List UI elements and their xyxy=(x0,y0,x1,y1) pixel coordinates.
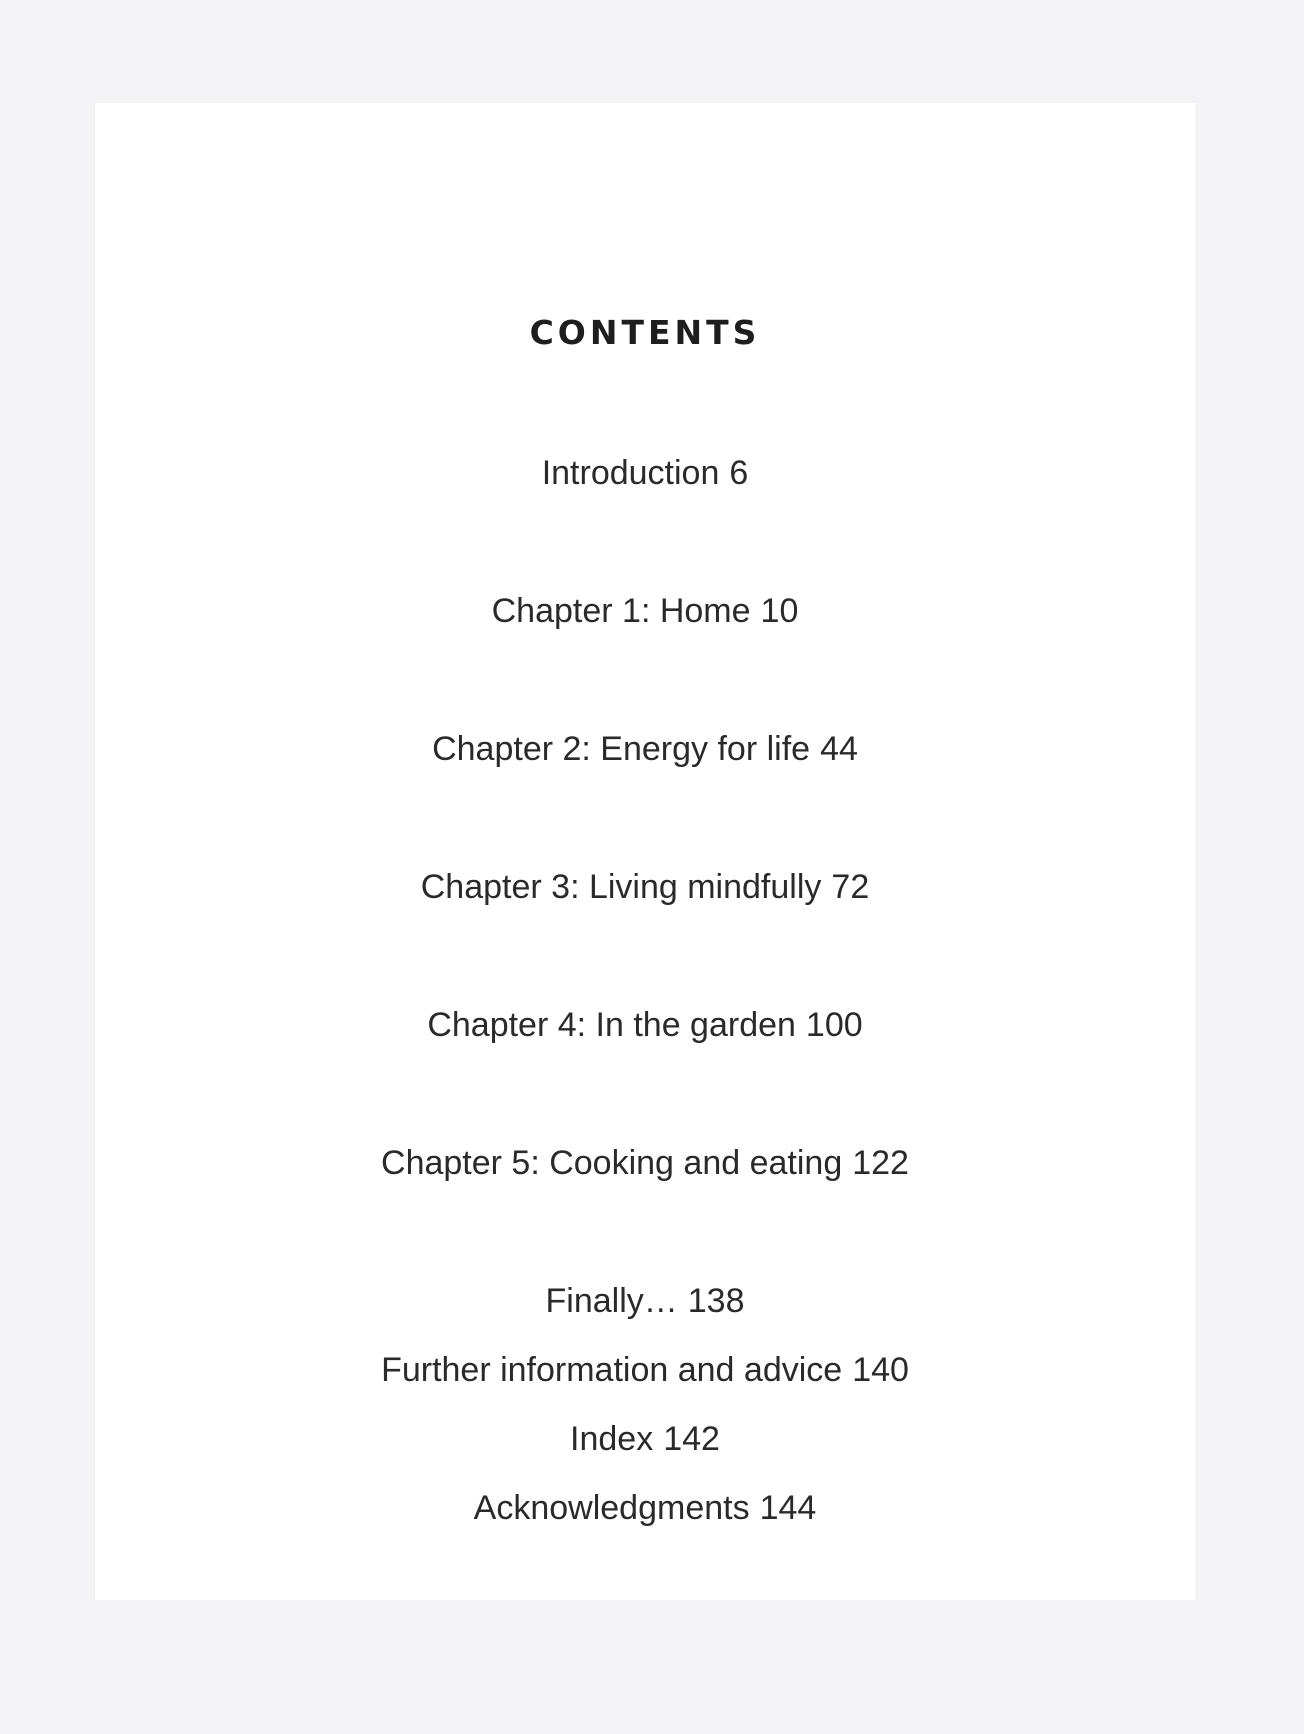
toc-entry-label: Chapter 4: In the garden xyxy=(427,1006,796,1044)
toc-entry-label: Chapter 2: Energy for life xyxy=(432,730,811,768)
toc-entry-label: Index xyxy=(570,1420,654,1458)
toc-entry-page: 6 xyxy=(729,454,749,492)
toc-entry-page: 142 xyxy=(663,1420,720,1458)
toc-entry-index xyxy=(95,1417,1195,1461)
toc-entry-page: 140 xyxy=(852,1351,909,1389)
toc-entry-page: 72 xyxy=(831,868,870,906)
toc-entry-label: Chapter 5: Cooking and eating xyxy=(381,1144,843,1182)
toc-entry-chapter-4 xyxy=(95,1003,1195,1047)
book-page xyxy=(95,103,1195,1600)
toc-entry-label: Acknowledgments xyxy=(473,1489,750,1527)
toc-entry-chapter-1 xyxy=(95,589,1195,633)
toc-entry-chapter-3 xyxy=(95,865,1195,909)
toc-entry-label: Finally… xyxy=(545,1282,678,1320)
contents-heading: CONTENTS xyxy=(529,313,761,352)
toc-entry-label: Further information and advice xyxy=(381,1351,843,1389)
toc-entry-page: 138 xyxy=(687,1282,745,1320)
toc-entry-page: 122 xyxy=(852,1144,909,1182)
toc-entry-acknowledgments xyxy=(95,1486,1195,1530)
toc-entry-label: Chapter 1: Home xyxy=(491,592,751,630)
toc-entry-label: Chapter 3: Living mindfully xyxy=(420,868,822,906)
toc-entry-chapter-2 xyxy=(95,727,1195,771)
toc-entry-further-information xyxy=(95,1348,1195,1392)
toc-entry-page: 44 xyxy=(820,730,858,768)
toc-entry-introduction xyxy=(95,451,1195,495)
toc-entry-page: 144 xyxy=(759,1489,817,1527)
toc-entry-page: 10 xyxy=(760,592,799,630)
toc-entry-finally xyxy=(95,1279,1195,1323)
toc-entry-chapter-5 xyxy=(95,1141,1195,1185)
toc-entry-label: Introduction xyxy=(541,454,720,492)
toc-entry-page: 100 xyxy=(805,1006,863,1044)
